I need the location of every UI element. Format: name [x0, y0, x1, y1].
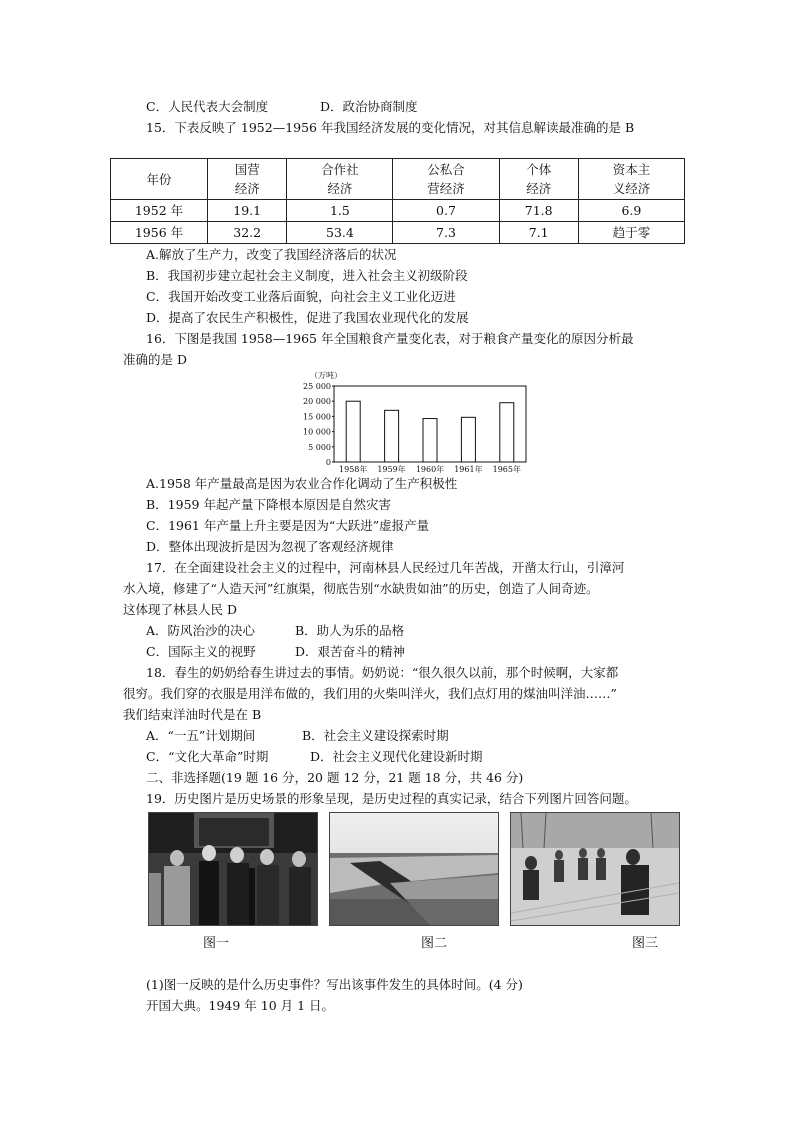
q19-answer1: 开国大典。1949 年 10 月 1 日。 — [146, 998, 335, 1013]
y-tick-label: 5 000 — [308, 442, 331, 452]
table-cell: 53.4 — [287, 222, 393, 244]
x-tick-label: 1965年 — [492, 465, 521, 474]
q17-option-d: D．艰苦奋斗的精神 — [295, 644, 406, 659]
table-cell: 0.7 — [393, 200, 499, 222]
unit-label: （万吨） — [310, 371, 342, 380]
photo-founding-ceremony — [148, 812, 318, 926]
q15-option-a: A.解放了生产力，改变了我国经济落后的状况 — [146, 247, 397, 262]
header-state: 国营 经济 — [208, 159, 287, 200]
q17-line1: 17．在全面建设社会主义的过程中，河南林县人民经过几年苦战，开凿太行山，引漳河 — [146, 560, 625, 575]
caption-fig3: 图三 — [632, 936, 659, 951]
x-tick-label: 1958年 — [339, 465, 368, 474]
bar-1959年 — [385, 410, 399, 462]
q14-option-c: C．人民代表大会制度 — [146, 99, 269, 114]
table-cell: 1.5 — [287, 200, 393, 222]
q18-option-c: C．“文化大革命”时期 — [146, 749, 269, 764]
table-cell: 6.9 — [578, 200, 684, 222]
header-capitalist: 资本主 义经济 — [578, 159, 684, 200]
section-2-heading: 二、非选择题(19 题 16 分，20 题 12 分，21 题 18 分，共 46 分) — [146, 770, 524, 785]
q16-stem-line1: 16．下图是我国 1958—1965 年全国粮食产量变化表，对于粮食产量变化的原因分析最 — [146, 331, 634, 346]
q16-stem-line2: 准确的是 D — [123, 352, 187, 367]
photo-canal — [329, 812, 499, 926]
table-cell: 趋于零 — [578, 222, 684, 244]
table-cell: 1952 年 — [111, 200, 208, 222]
caption-fig1: 图一 — [203, 936, 230, 951]
y-tick-label: 25 000 — [303, 382, 331, 391]
q18-line3: 我们结束洋油时代是在 B — [123, 707, 262, 722]
x-tick-label: 1959年 — [377, 465, 406, 474]
q16-option-a: A.1958 年产量最高是因为农业合作化调动了生产积极性 — [146, 476, 458, 491]
q16-option-d: D．整体出现波折是因为忽视了客观经济规律 — [146, 539, 394, 554]
grain-output-chart — [290, 366, 540, 478]
bar-1961年 — [461, 417, 475, 462]
q17-line2: 水入境，修建了“人造天河”红旗渠，彻底告别“水缺贵如油”的历史，创造了人间奇迹。 — [123, 581, 599, 596]
table-row — [111, 222, 685, 244]
header-joint: 公私合 营经济 — [393, 159, 499, 200]
table-cell: 32.2 — [208, 222, 287, 244]
q16-option-c: C．1961 年产量上升主要是因为“大跃进”虚报产量 — [146, 518, 430, 533]
x-tick-label: 1961年 — [454, 465, 483, 474]
q18-line2: 很穷。我们穿的衣服是用洋布做的，我们用的火柴叫洋火，我们点灯用的煤油叫洋油……” — [123, 686, 617, 701]
q17-option-a: A．防风治沙的决心 — [146, 623, 256, 638]
header-individual: 个体 经济 — [499, 159, 578, 200]
bar-1958年 — [346, 401, 360, 462]
x-tick-label: 1960年 — [415, 465, 445, 474]
bar-1960年 — [423, 419, 437, 462]
table-cell: 19.1 — [208, 200, 287, 222]
bar-1965年 — [500, 403, 514, 462]
table-cell: 1956 年 — [111, 222, 208, 244]
photo-farm-work — [510, 812, 680, 926]
q19-sub1: (1)图一反映的是什么历史事件？写出该事件发生的具体时间。(4 分) — [146, 977, 523, 992]
caption-fig2: 图二 — [421, 936, 448, 951]
q15-option-c: C．我国开始改变工业落后面貌，向社会主义工业化迈进 — [146, 289, 456, 304]
q18-option-b: B．社会主义建设探索时期 — [302, 728, 449, 743]
table-cell: 7.1 — [499, 222, 578, 244]
y-tick-label: 10 000 — [303, 427, 331, 437]
q14-option-d: D．政治协商制度 — [320, 99, 418, 114]
q17-line3: 这体现了林县人民 D — [123, 602, 237, 617]
q18-line1: 18．春生的奶奶给春生讲过去的事情。奶奶说：“很久很久以前，那个时候啊，大家都 — [146, 665, 619, 680]
q19-stem: 19．历史图片是历史场景的形象呈现，是历史过程的真实记录，结合下列图片回答问题。 — [146, 791, 637, 806]
table-header-row — [111, 159, 685, 200]
q17-option-b: B．助人为乐的品格 — [295, 623, 405, 638]
table-row — [111, 200, 685, 222]
y-tick-label: 0 — [325, 458, 331, 467]
q18-option-a: A．“一五”计划期间 — [146, 728, 256, 743]
header-year: 年份 — [111, 159, 208, 200]
q15-option-d: D．提高了农民生产积极性，促进了我国农业现代化的发展 — [146, 310, 469, 325]
y-tick-label: 20 000 — [303, 397, 331, 407]
economy-table — [110, 158, 685, 244]
table-cell: 7.3 — [393, 222, 499, 244]
q15-option-b: B．我国初步建立起社会主义制度，进入社会主义初级阶段 — [146, 268, 468, 283]
header-coop: 合作社 经济 — [287, 159, 393, 200]
q17-option-c: C．国际主义的视野 — [146, 644, 256, 659]
y-tick-label: 15 000 — [303, 412, 331, 422]
q15-stem: 15．下表反映了 1952—1956 年我国经济发展的变化情况，对其信息解读最准确的是 B — [146, 120, 635, 135]
table-cell: 71.8 — [499, 200, 578, 222]
q16-option-b: B．1959 年起产量下降根本原因是自然灾害 — [146, 497, 391, 512]
q18-option-d: D．社会主义现代化建设新时期 — [310, 749, 483, 764]
